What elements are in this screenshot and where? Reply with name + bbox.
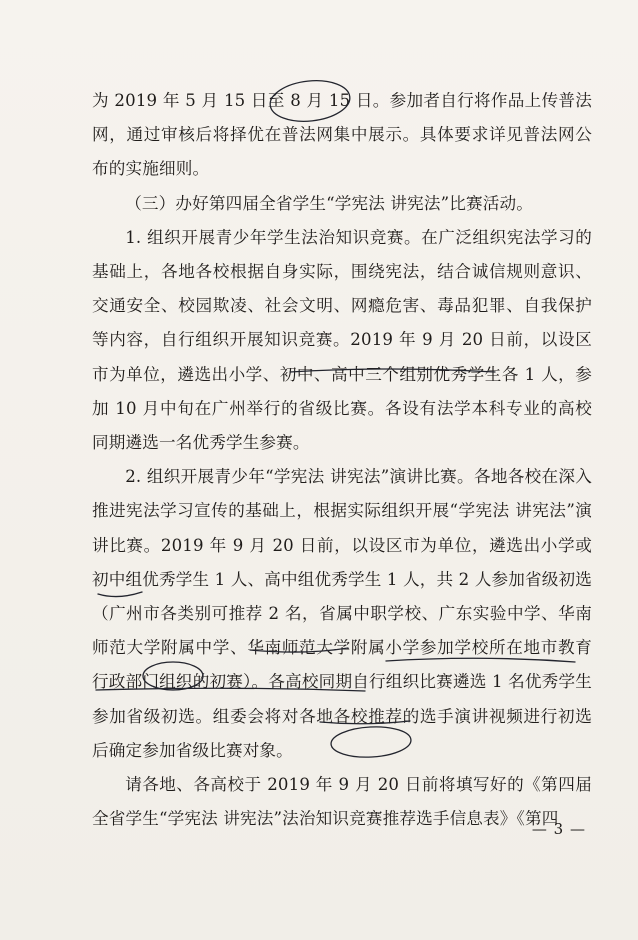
document-body <box>92 84 592 836</box>
paragraph-continuation: 为 2019 年 5 月 15 日至 8 月 15 日。参加者自行将作品上传普法网，通过审核后将择优在普法网集中展示。具体要求详见普法网公布的实施细则。 <box>92 91 592 179</box>
section-heading: （三）办好第四届全省学生“学宪法 讲宪法”比赛活动。 <box>125 193 533 213</box>
paragraph-speech-contest: 2. 组织开展青少年“学宪法 讲宪法”演讲比赛。各地各校在深入推进宪法学习宣传的基础上，根据实际组织开展“学宪法 讲宪法”演讲比赛。2019 年 9 月 20 日前，以设区市为单位，遴选出小学或初中组优秀学生 1 人、高中组优秀学生 1 人，共 2 人参加省级初选（广州市各类别可推荐 2 名，省属中职学校、广东实验中学、华南师范大学附属中学、华南师范大学附属小学参加学校所在地市教育行政部门组织的初赛）。各高校同期自行组织比赛遴选 1 名优秀学生参加省级初选。组委会将对各地各校推荐的选手演讲视频进行初选后确定参加省级比赛对象。 <box>92 467 593 760</box>
paragraph-knowledge-contest: 1. 组织开展青少年学生法治知识竞赛。在广泛组织宪法学习的基础上，各地各校根据自身实际，围绕宪法，结合诚信规则意识、交通安全、校园欺凌、社会文明、网瘾危害、毒品犯罪、自我保护等内容，自行组织开展知识竞赛。2019 年 9 月 20 日前，以设区市为单位，遴选出小学、初中、高中三个组别优秀学生各 1 人，参加 10 月中旬在广州举行的省级比赛。各设有法学本科专业的高校同期遴选一名优秀学生参赛。 <box>92 227 592 453</box>
paragraph-submission: 请各地、各高校于 2019 年 9 月 20 日前将填写好的《第四届全省学生“学宪法 讲宪法”法治知识竞赛推荐选手信息表》《第四 <box>92 775 592 829</box>
page-number: — 3 — <box>531 820 586 838</box>
